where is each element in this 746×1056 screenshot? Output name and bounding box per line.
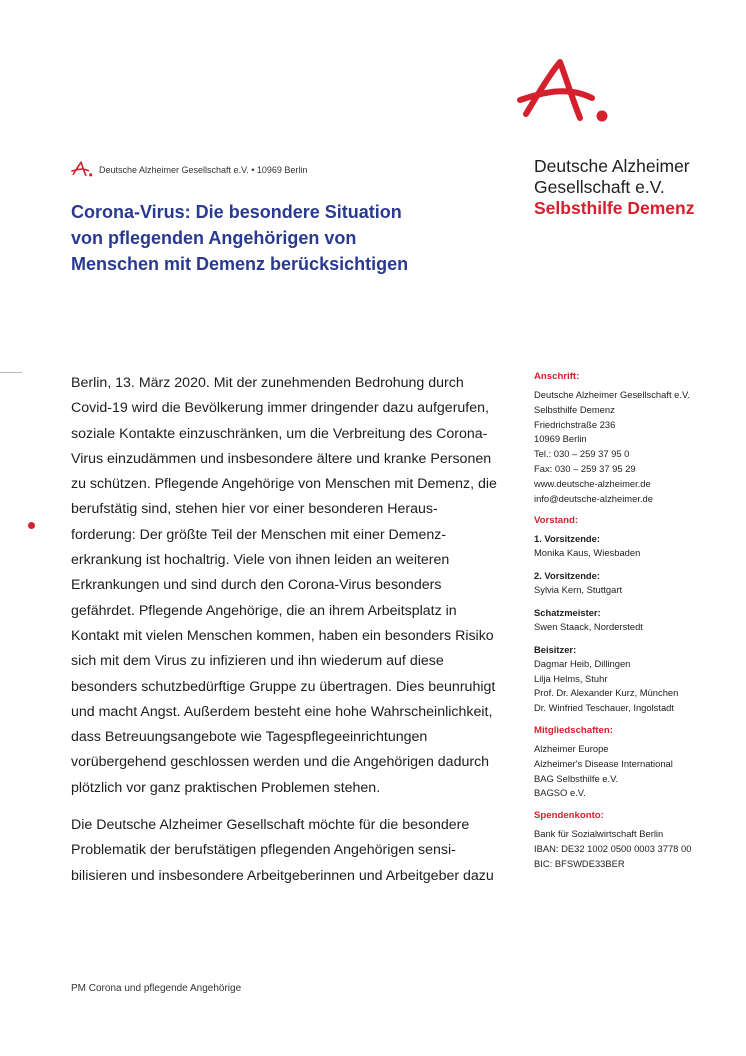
brand-name xyxy=(534,156,734,219)
board-group xyxy=(534,606,739,635)
text-line: Problematik der berufstätigen pflegenden Angehörigen sensi- xyxy=(71,842,456,859)
board-group xyxy=(534,532,739,561)
text-line: und macht Angst. Außerdem besteht eine hohe Wahrscheinlichkeit, xyxy=(71,703,493,720)
sidebar-info xyxy=(534,370,739,880)
text-line: zu schützen. Pflegende Angehörige von Menschen mit Demenz, die xyxy=(71,476,497,493)
website-link[interactable]: www.deutsche-alzheimer.de xyxy=(534,477,651,489)
headline-line: von pflegenden Angehörigen von xyxy=(71,228,357,248)
fax-line: Fax: 030 – 259 37 95 29 xyxy=(534,462,636,474)
board-member: Lilja Helms, Stuhr xyxy=(534,672,608,684)
punch-mark xyxy=(28,522,35,529)
board-group xyxy=(534,569,739,598)
alzheimer-logo-mark xyxy=(516,56,612,134)
text-line: plötzlich vor ganz praktischen Problemen stehen. xyxy=(71,779,381,796)
headline-line: Menschen mit Demenz berücksichtigen xyxy=(71,254,409,274)
text-line: vorübergehend geschlossen werden und die Angehörigen dadurch xyxy=(71,754,490,771)
headline-line: Corona-Virus: Die besondere Situation xyxy=(71,202,402,222)
phone-line: Tel.: 030 – 259 37 95 0 xyxy=(534,448,630,460)
bank-line: Bank für Sozialwirtschaft Berlin xyxy=(534,828,664,840)
text-line: bilisieren und insbesondere Arbeitgeberinnen und Arbeitgeber dazu xyxy=(71,867,494,884)
board-member: Dagmar Heib, Dillingen xyxy=(534,657,631,669)
text-line: Kontakt mit vielen Menschen kommen, haben ein besonders Risiko xyxy=(71,627,494,644)
text-line: gefährdet. Pflegende Angehörige, die an ihrem Arbeitsplatz in xyxy=(71,602,457,619)
section-heading: Vorstand: xyxy=(534,515,579,527)
membership-line: BAGSO e.V. xyxy=(534,787,586,799)
small-logo-icon xyxy=(71,161,93,179)
page-footer: PM Corona und pflegende Angehörige xyxy=(71,983,242,994)
board-role: 2. Vorsitzende: xyxy=(534,570,600,582)
section-heading: Anschrift: xyxy=(534,371,580,382)
iban-line: IBAN: DE32 1002 0500 0003 3778 00 xyxy=(534,842,692,854)
text-line: sich mit dem Virus zu infizieren und ihn wiederum auf diese xyxy=(71,653,444,670)
donation-section xyxy=(534,809,739,871)
text-line: forderung: Der größte Teil der Menschen mit einer Demenz- xyxy=(71,526,447,543)
membership-line: Alzheimer Europe xyxy=(534,742,609,754)
membership-line: BAG Selbsthilfe e.V. xyxy=(534,772,619,784)
address-section xyxy=(534,370,739,506)
fold-mark xyxy=(0,372,22,373)
text-line: dass Betreuungsangebote wie Tagespflegeeinrichtungen xyxy=(71,729,428,746)
board-role: Beisitzer: xyxy=(534,643,577,655)
email-link[interactable]: info@deutsche-alzheimer.de xyxy=(534,492,653,504)
address-line: Selbsthilfe Demenz xyxy=(534,403,615,415)
bic-line: BIC: BFSWDE33BER xyxy=(534,857,625,869)
sender-text: Deutsche Alzheimer Gesellschaft e.V. • 10969 Berlin xyxy=(99,165,308,175)
brand-line-2: Gesellschaft e.V. xyxy=(534,177,665,197)
text-line: Berlin, 13. März 2020. Mit der zunehmenden Bedrohung durch xyxy=(71,375,464,391)
brand-line-3: Selbsthilfe Demenz xyxy=(534,198,695,218)
brand-line-1: Deutsche Alzheimer xyxy=(534,156,690,176)
text-line: besonders schutzbedürftige Gruppe zu übertragen. Dies beunruhigt xyxy=(71,678,496,695)
paragraph-2 xyxy=(71,813,501,889)
text-line: erkrankung ist hochaltrig. Viele von ihnen leiden an weiteren xyxy=(71,552,450,569)
body-text xyxy=(71,371,501,889)
board-member: Monika Kaus, Wiesbaden xyxy=(534,547,641,559)
address-line: Friedrichstraße 236 xyxy=(534,418,616,430)
address-line: 10969 Berlin xyxy=(534,433,587,445)
board-member: Swen Staack, Norderstedt xyxy=(534,620,643,632)
board-section xyxy=(534,514,739,716)
section-heading: Spendenkonto: xyxy=(534,810,604,822)
board-member: Dr. Winfried Teschauer, Ingolstadt xyxy=(534,702,674,714)
text-line: berufstätig sind, stehen hier vor einer besonderen Heraus- xyxy=(71,501,438,518)
board-role: 1. Vorsitzende: xyxy=(534,533,600,545)
board-group xyxy=(534,643,739,716)
paragraph-1 xyxy=(71,371,501,801)
sender-line xyxy=(71,161,307,179)
memberships-section xyxy=(534,724,739,801)
board-role: Schatzmeister: xyxy=(534,606,601,618)
text-line: Die Deutsche Alzheimer Gesellschaft möchte für die besondere xyxy=(71,817,470,834)
page-title xyxy=(71,199,471,277)
section-heading: Mitgliedschaften: xyxy=(534,724,613,736)
text-line: Erkrankungen und sind durch den Corona-Virus besonders xyxy=(71,577,442,594)
board-member: Sylvia Kern, Stuttgart xyxy=(534,584,623,596)
text-line: Covid-19 wird die Bevölkerung immer dringender dazu aufgerufen, xyxy=(71,400,489,417)
membership-line: Alzheimer's Disease International xyxy=(534,757,673,769)
text-line: Virus einzudämmen und insbesondere ältere und kranke Personen xyxy=(71,450,492,467)
address-line: Deutsche Alzheimer Gesellschaft e.V. xyxy=(534,389,690,400)
board-member: Prof. Dr. Alexander Kurz, München xyxy=(534,687,679,699)
text-line: soziale Kontakte einzuschränken, um die Verbreitung des Corona- xyxy=(71,425,488,442)
